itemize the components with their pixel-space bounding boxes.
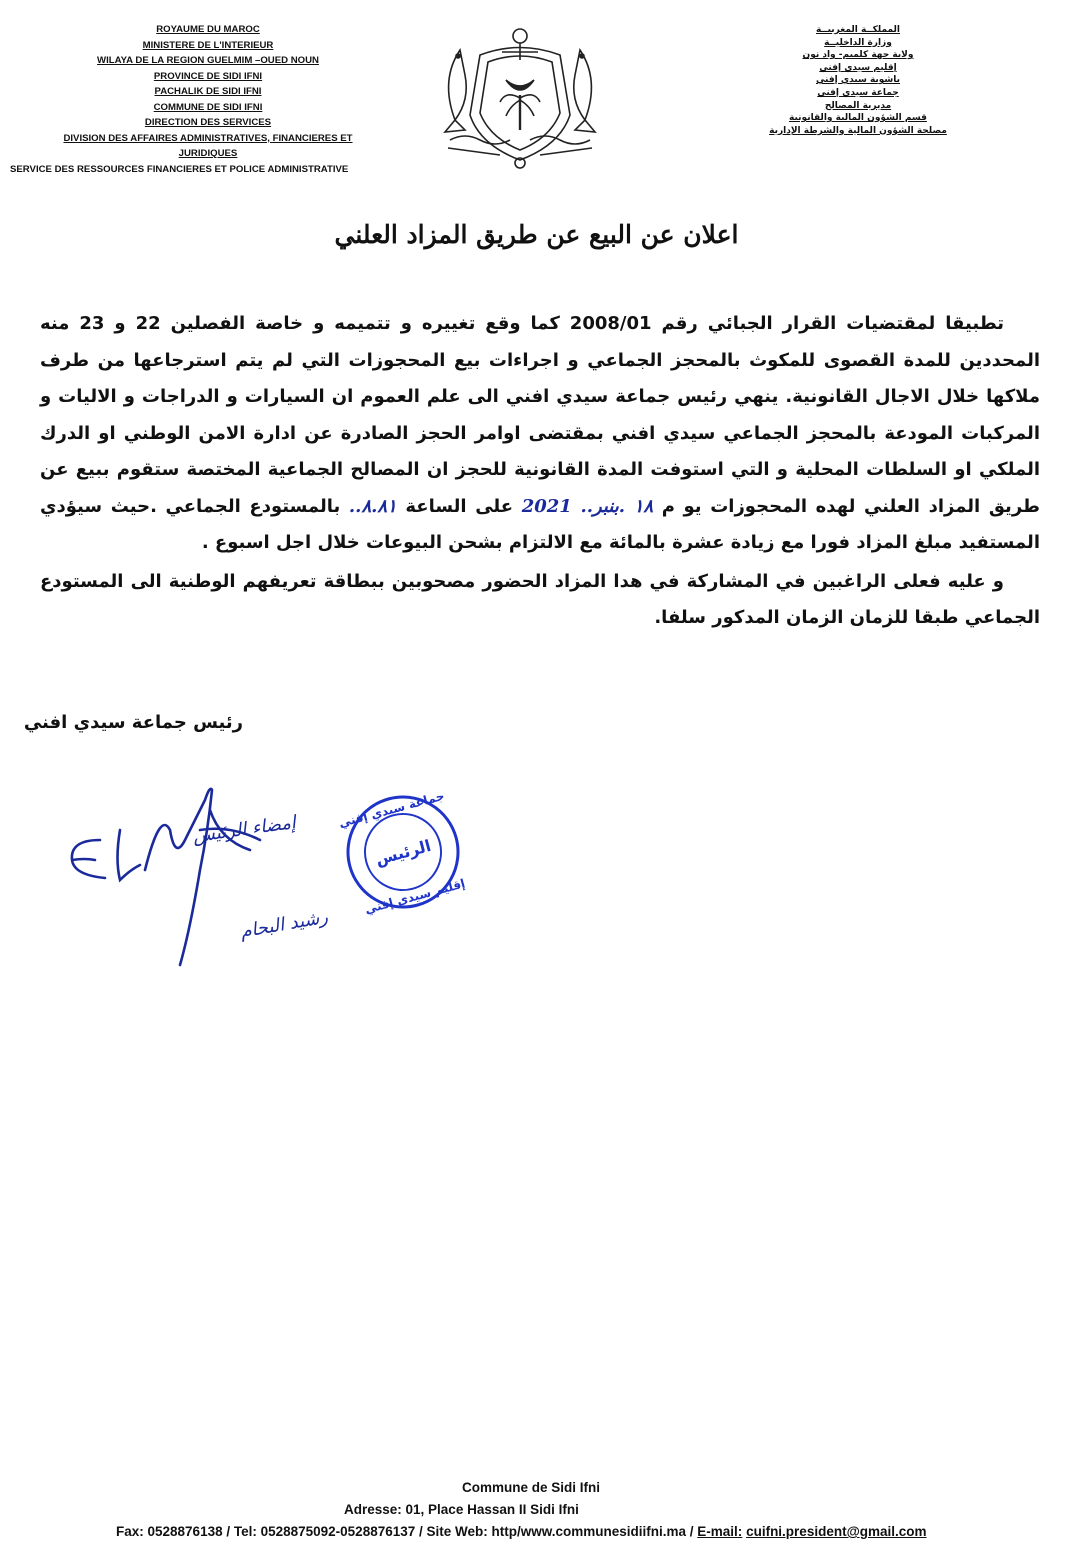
footer-commune: Commune de Sidi Ifni xyxy=(462,1480,601,1495)
header-ar-line: ولاية جهة كلميم- واد نون xyxy=(802,50,914,61)
paragraph-1-continued: بالمستودع الجماعي .حيث سيؤدي المستفيد مبلغ المزاد فورا مع زيادة عشرة بالمائة مع الالتزام بشحن البيوعات خلال اجل اسبوع . xyxy=(40,495,1040,553)
svg-text:الرئيس: الرئيس xyxy=(373,835,433,869)
handwritten-date: ١٨ .بنبر.. 2021 xyxy=(521,495,654,517)
municipal-emblem-icon xyxy=(430,20,610,170)
footer-contacts-text: Fax: 0528876138 / Tel: 0528875092-0528876137 / Site Web: http/www.communesidiifni.ma / xyxy=(116,1524,698,1539)
header-fr-line: DIRECTION DES SERVICES xyxy=(144,117,272,128)
header-ar-line: المملكــة المغربيــة xyxy=(815,25,901,35)
header-fr-line: SERVICE DES RESSOURCES FINANCIERES ET POLICE ADMINISTRATIVE xyxy=(10,163,349,175)
arabic-header xyxy=(768,24,948,137)
footer-email-label: E-mail: xyxy=(697,1524,743,1539)
header-fr-line: PACHALIK DE SIDI IFNI xyxy=(154,86,262,97)
header-fr-line: WILAYA DE LA REGION GUELMIM –OUED NOUN xyxy=(97,55,319,66)
header-ar-line: إقليم سيدي إفني xyxy=(819,62,897,73)
header-ar-line: مصلحة الشؤون المالية والشرطة الإدارية xyxy=(769,125,947,136)
body-paragraph-1 xyxy=(40,306,1040,562)
header-ar-line: مديرية المصالح xyxy=(824,100,892,111)
svg-text:إقليم سيدي إفني: إقليم سيدي إفني xyxy=(363,876,467,917)
header-fr-line: DIVISION DES AFFAIRES ADMINISTRATIVES, FINANCIERES ET xyxy=(63,132,353,144)
svg-text:إمضاء الرئيس: إمضاء الرئيس xyxy=(191,811,298,848)
svg-text:جماعة سيدي إفني: جماعة سيدي إفني xyxy=(337,788,446,831)
body-paragraph-2: و عليه فعلى الراغبين في المشاركة في هدا المزاد الحضور مصحوبين ببطاقة تعريفهم الوطنية الى المستودع الجماعي طبقا للزمان الزمان المدكور سلفا. xyxy=(40,570,1040,628)
signer-title: رئيس جماعة سيدي افني xyxy=(23,712,243,733)
header-fr-line: PROVINCE DE SIDI IFNI xyxy=(153,70,263,82)
header-fr-line: MINISTERE DE L'INTERIEUR xyxy=(142,39,274,51)
announcement-title: اعلان عن البيع عن طريق المزاد العلني xyxy=(334,220,739,249)
paragraph-1-time-label: على الساعة xyxy=(405,495,514,517)
header-ar-line: وزارة الداخليــة xyxy=(824,37,892,48)
handwritten-time: ٨.٨١.. xyxy=(348,495,397,517)
footer-email-link[interactable]: cuifni.president@gmail.com xyxy=(746,1524,927,1539)
header-ar-line: باشوية سيدي إفني xyxy=(815,75,901,86)
footer-address: Adresse: 01, Place Hassan II Sidi Ifni xyxy=(344,1502,579,1517)
header-ar-line: جماعة سيدي إفني xyxy=(817,87,899,98)
header-fr-line: COMMUNE DE SIDI IFNI xyxy=(153,101,263,113)
header-ar-line: قسم الشؤون المالية والقانونية xyxy=(789,113,927,124)
signature-stamp-icon xyxy=(60,770,480,980)
svg-text:رشيد البحام: رشيد البحام xyxy=(238,906,330,943)
footer-contacts xyxy=(116,1521,927,1542)
header-fr-line: ROYAUME DU MAROC xyxy=(156,24,260,35)
french-header xyxy=(10,22,398,177)
announcement-body xyxy=(40,306,1040,637)
header-fr-line: JURIDIQUES xyxy=(178,148,238,159)
paragraph-1-text: تطبيقا لمقتضيات القرار الجبائي رقم 2008/01 كما وقع تغييره و تتميمه و خاصة الفصلين 22 و 23 منه المحددين للمدة القصوى للمكوث بالمحجز الجماعي و اجراءات بيع المحجوزات التي لم يتم استرجاعها من طرف ملاكها خلال الاجال القانونية. ينهي رئيس جماعة سيدي افني الى علم العموم ان السيارات و الدراجات و الاليات و المركبات المودعة بالمحجز الجماعي سيدي افني بمقتضى اوامر الحجز الصادرة عن ادارة الامن الوطني او الدرك الملكي او السلطات المحلية و التي استوفت المدة القانونية للحجز ان المصالح الجماعية المختصة ستقوم ببيع عن طريق المزاد العلني لهده المحجوزات يو م xyxy=(40,313,1040,517)
